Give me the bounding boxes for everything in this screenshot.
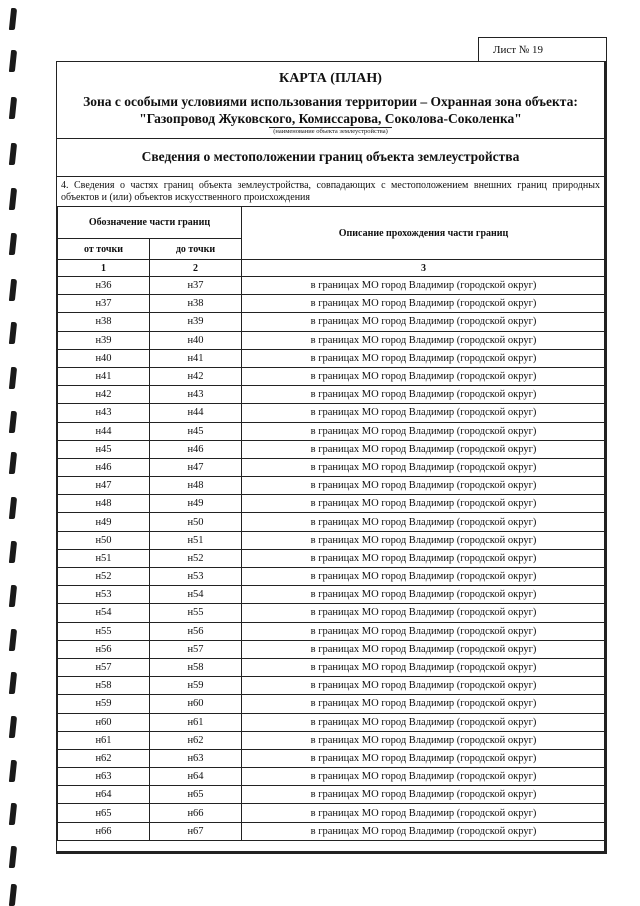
binder-hole [9, 322, 17, 344]
cell-to: н37 [150, 277, 242, 295]
col-number: 2 [150, 260, 242, 277]
cell-from: н66 [58, 822, 150, 840]
cell-from: н41 [58, 367, 150, 385]
cell-to: н51 [150, 531, 242, 549]
cell-to: н40 [150, 331, 242, 349]
cell-desc: в границах МО город Владимир (городской округ) [242, 495, 606, 513]
table-row [58, 658, 606, 676]
table-row [58, 749, 606, 767]
cell-desc: в границах МО город Владимир (городской округ) [242, 677, 606, 695]
cell-desc: в границах МО город Владимир (городской округ) [242, 313, 606, 331]
table-row [58, 786, 606, 804]
cell-from: н64 [58, 786, 150, 804]
table-row [58, 404, 606, 422]
table-row [58, 331, 606, 349]
binder-hole [9, 8, 17, 30]
table-row [58, 713, 606, 731]
cell-from: н46 [58, 458, 150, 476]
cell-from: н40 [58, 349, 150, 367]
table-row [58, 822, 606, 840]
cell-desc: в границах МО город Владимир (городской округ) [242, 786, 606, 804]
cell-from: н49 [58, 513, 150, 531]
cell-to: н57 [150, 640, 242, 658]
binder-holes [0, 0, 30, 905]
cell-to: н67 [150, 822, 242, 840]
from-header: от точки [58, 239, 150, 260]
table-row [58, 604, 606, 622]
cell-desc: в границах МО город Владимир (городской округ) [242, 622, 606, 640]
binder-hole [9, 716, 17, 738]
document-frame [56, 61, 607, 854]
binder-hole [9, 541, 17, 563]
binder-hole [9, 760, 17, 782]
cell-to: н62 [150, 731, 242, 749]
table-row [58, 295, 606, 313]
cell-to: н52 [150, 549, 242, 567]
section-description: 4. Сведения о частях границ объекта землеустройства, совпадающих с местоположением внешних границ природных объектов и (или) объектов искусственного происхождения [61, 180, 600, 203]
binder-hole [9, 279, 17, 301]
table-row [58, 349, 606, 367]
table-row [58, 458, 606, 476]
cell-to: н45 [150, 422, 242, 440]
cell-from: н54 [58, 604, 150, 622]
table-row [58, 477, 606, 495]
cell-to: н43 [150, 386, 242, 404]
cell-from: н61 [58, 731, 150, 749]
table-row [58, 768, 606, 786]
cell-to: н44 [150, 404, 242, 422]
table-body [58, 277, 606, 841]
cell-to: н38 [150, 295, 242, 313]
table-row [58, 440, 606, 458]
cell-from: н45 [58, 440, 150, 458]
table-row [58, 495, 606, 513]
col-number: 3 [242, 260, 606, 277]
cell-desc: в границах МО город Владимир (городской округ) [242, 604, 606, 622]
cell-from: н50 [58, 531, 150, 549]
cell-desc: в границах МО город Владимир (городской округ) [242, 822, 606, 840]
cell-to: н55 [150, 604, 242, 622]
cell-desc: в границах МО город Владимир (городской округ) [242, 749, 606, 767]
cell-to: н58 [150, 658, 242, 676]
cell-to: н49 [150, 495, 242, 513]
cell-desc: в границах МО город Владимир (городской округ) [242, 477, 606, 495]
cell-from: н36 [58, 277, 150, 295]
cell-desc: в границах МО город Владимир (городской округ) [242, 349, 606, 367]
binder-hole [9, 846, 17, 868]
cell-to: н66 [150, 804, 242, 822]
cell-from: н57 [58, 658, 150, 676]
zone-description: Зона с особыми условиями использования территории – Охранная зона объекта: [83, 94, 578, 109]
cell-from: н52 [58, 568, 150, 586]
table-row [58, 386, 606, 404]
cell-from: н37 [58, 295, 150, 313]
desc-header: Описание прохождения части границ [242, 207, 606, 260]
table-row [58, 367, 606, 385]
cell-desc: в границах МО город Владимир (городской округ) [242, 531, 606, 549]
cell-from: н53 [58, 586, 150, 604]
table-row [58, 677, 606, 695]
cell-desc: в границах МО город Владимир (городской округ) [242, 404, 606, 422]
cell-to: н41 [150, 349, 242, 367]
cell-to: н65 [150, 786, 242, 804]
cell-to: н46 [150, 440, 242, 458]
section-title: Сведения о местоположении границ объекта землеустройства [141, 149, 520, 164]
table-row [58, 568, 606, 586]
cell-from: н63 [58, 768, 150, 786]
sheet-number: Лист № 19 [478, 37, 607, 61]
cell-from: н48 [58, 495, 150, 513]
cell-to: н47 [150, 458, 242, 476]
cell-desc: в границах МО город Владимир (городской округ) [242, 458, 606, 476]
binder-hole [9, 411, 17, 433]
binder-hole [9, 672, 17, 694]
cell-desc: в границах МО город Владимир (городской округ) [242, 586, 606, 604]
binder-hole [9, 884, 17, 906]
table-row [58, 513, 606, 531]
group-header: Обозначение части границ [58, 207, 242, 239]
cell-from: н59 [58, 695, 150, 713]
cell-desc: в границах МО город Владимир (городской округ) [242, 367, 606, 385]
cell-to: н63 [150, 749, 242, 767]
cell-from: н42 [58, 386, 150, 404]
cell-desc: в границах МО город Владимир (городской округ) [242, 695, 606, 713]
boundary-parts-table [57, 206, 606, 841]
cell-from: н44 [58, 422, 150, 440]
cell-to: н53 [150, 568, 242, 586]
table-row [58, 549, 606, 567]
binder-hole [9, 50, 17, 72]
binder-hole [9, 629, 17, 651]
cell-from: н60 [58, 713, 150, 731]
cell-to: н61 [150, 713, 242, 731]
binder-hole [9, 367, 17, 389]
cell-to: н64 [150, 768, 242, 786]
cell-desc: в границах МО город Владимир (городской округ) [242, 549, 606, 567]
table-row [58, 531, 606, 549]
cell-from: н47 [58, 477, 150, 495]
table-row [58, 586, 606, 604]
table-row [58, 640, 606, 658]
table-row [58, 695, 606, 713]
cell-desc: в границах МО город Владимир (городской округ) [242, 768, 606, 786]
cell-desc: в границах МО город Владимир (городской округ) [242, 440, 606, 458]
table-row [58, 804, 606, 822]
document-title: КАРТА (ПЛАН) [279, 71, 382, 86]
binder-hole [9, 497, 17, 519]
to-header: до точки [150, 239, 242, 260]
cell-from: н65 [58, 804, 150, 822]
binder-hole [9, 452, 17, 474]
binder-hole [9, 97, 17, 119]
cell-to: н54 [150, 586, 242, 604]
object-name: "Газопровод Жуковского, Комиссарова, Соколова-Соколенка" [139, 111, 522, 126]
cell-desc: в границах МО город Владимир (городской округ) [242, 422, 606, 440]
binder-hole [9, 585, 17, 607]
cell-desc: в границах МО город Владимир (городской округ) [242, 640, 606, 658]
binder-hole [9, 188, 17, 210]
cell-desc: в границах МО город Владимир (городской округ) [242, 386, 606, 404]
binder-hole [9, 803, 17, 825]
col-number: 1 [58, 260, 150, 277]
cell-from: н58 [58, 677, 150, 695]
divider [57, 176, 604, 177]
cell-desc: в границах МО город Владимир (городской округ) [242, 277, 606, 295]
table-row [58, 313, 606, 331]
cell-to: н60 [150, 695, 242, 713]
table-row [58, 731, 606, 749]
cell-to: н39 [150, 313, 242, 331]
cell-from: н56 [58, 640, 150, 658]
divider [57, 138, 604, 139]
cell-from: н62 [58, 749, 150, 767]
cell-to: н56 [150, 622, 242, 640]
cell-desc: в границах МО город Владимир (городской округ) [242, 295, 606, 313]
cell-desc: в границах МО город Владимир (городской округ) [242, 658, 606, 676]
cell-desc: в границах МО город Владимир (городской округ) [242, 731, 606, 749]
object-name-caption: (наименование объекта землеустройства) [57, 128, 604, 135]
cell-from: н43 [58, 404, 150, 422]
table-row [58, 422, 606, 440]
binder-hole [9, 233, 17, 255]
cell-to: н59 [150, 677, 242, 695]
cell-from: н55 [58, 622, 150, 640]
cell-from: н39 [58, 331, 150, 349]
cell-desc: в границах МО город Владимир (городской округ) [242, 804, 606, 822]
binder-hole [9, 143, 17, 165]
cell-to: н50 [150, 513, 242, 531]
table-row [58, 622, 606, 640]
cell-from: н38 [58, 313, 150, 331]
table-row [58, 277, 606, 295]
cell-desc: в границах МО город Владимир (городской округ) [242, 513, 606, 531]
cell-to: н48 [150, 477, 242, 495]
cell-to: н42 [150, 367, 242, 385]
cell-desc: в границах МО город Владимир (городской округ) [242, 568, 606, 586]
cell-from: н51 [58, 549, 150, 567]
cell-desc: в границах МО город Владимир (городской округ) [242, 713, 606, 731]
cell-desc: в границах МО город Владимир (городской округ) [242, 331, 606, 349]
